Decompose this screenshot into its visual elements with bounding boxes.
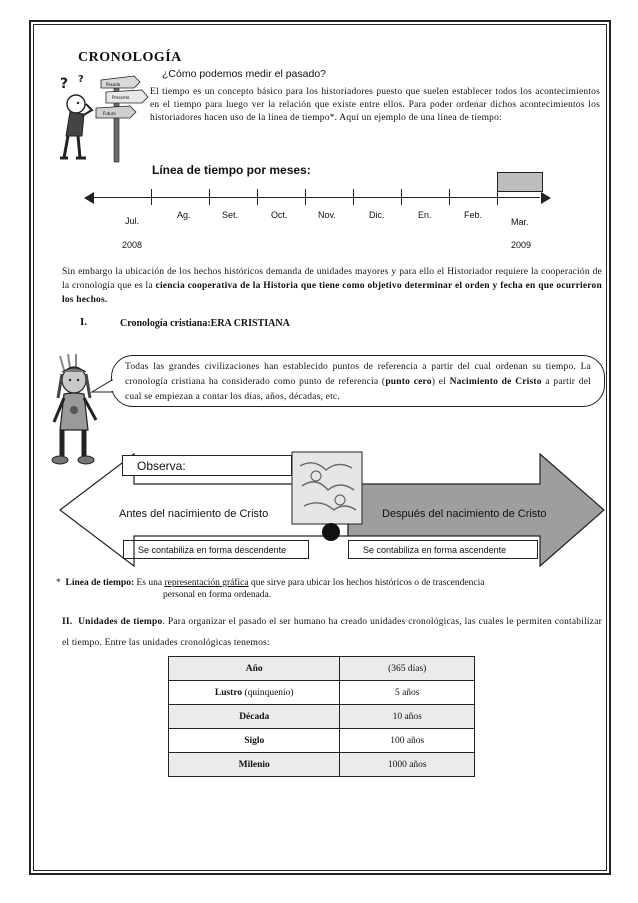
section-title: Cronología cristiana:ERA CRISTIANA: [120, 318, 290, 329]
timeline-title: Línea de tiempo por meses:: [152, 163, 311, 177]
timeline-tick: [449, 189, 450, 205]
descending-count-label: Se contabiliza en forma descendente: [123, 540, 309, 559]
speech-bubble-text: [125, 360, 591, 405]
timeline-highlight-box: [497, 172, 543, 192]
unit-name-cell: [169, 729, 340, 753]
unit-name: Siglo: [244, 735, 265, 746]
unit-name-cell: [169, 705, 340, 729]
table-row: [169, 681, 475, 705]
chronology-paragraph: [62, 265, 602, 307]
signpost-label: Presente: [112, 95, 130, 100]
unit-name: Milenio: [238, 759, 270, 770]
section-text: . Para organizar el pasado el ser humano ha creado unidades cronológicas, las cuales le permiten contabilizar el tiempo. Entre las unidades cronológicas tenemos:: [62, 617, 602, 648]
units-paragraph: [62, 612, 602, 654]
timeline-month-label: Feb.: [464, 210, 483, 220]
timeline-tick: [209, 189, 210, 205]
unit-value-cell: 100 años: [340, 729, 475, 753]
table-row: [169, 705, 475, 729]
bubble-bold-part: Nacimiento de Cristo: [449, 377, 542, 387]
bubble-bold-part: punto cero: [385, 377, 432, 387]
timeline-arrow-right-icon: [541, 192, 551, 204]
timeline-month-label: Dic.: [369, 210, 385, 220]
unit-value-cell: 1000 años: [340, 753, 475, 777]
timeline-tick: [257, 189, 258, 205]
timeline-tick: [353, 189, 354, 205]
timeline-arrow-left-icon: [84, 192, 94, 204]
section-number: II.: [62, 617, 73, 627]
unit-name-cell: [169, 681, 340, 705]
signpost-label: Futuro: [103, 111, 116, 116]
intro-paragraph: El tiempo es un concepto básico para los historiadores puesto que suelen establecer todos los acontecimientos en el tiempo para luego ver la relación que existe entre ellos. Para poder ordenar dichos acontecimientos los historiadores hacen uso de la línea de tiempo*. Aquí un ejemplo de una línea de tiempo:: [150, 87, 600, 123]
timeline-month-label: Nov.: [318, 210, 336, 220]
ascending-count-label: Se contabiliza en forma ascendente: [348, 540, 538, 559]
definition-text: que sirve para ubicar los hechos históricos o de trascendencia: [248, 578, 485, 588]
definition-star: *: [56, 578, 61, 588]
bubble-text-part: a partir del cual se empiezan a contar los días, años, décadas, etc.: [125, 377, 591, 402]
timeline-year-end: 2009: [511, 240, 532, 250]
timeline-month-label: Ag.: [177, 210, 191, 220]
unit-name-cell: [169, 753, 340, 777]
definition-term: Línea de tiempo:: [65, 578, 135, 588]
unit-value-cell: (365 días): [340, 657, 475, 681]
definition-continuation: personal en forma ordenada.: [163, 590, 272, 600]
timeline-month-label: Jul.: [125, 216, 140, 226]
timeline-axis: [92, 197, 540, 198]
thinking-man-signpost-illustration: [56, 70, 152, 164]
paragraph-bold: ciencia cooperativa de la Historia que tiene como objetivo determinar el orden y fecha en que ocurrieron los hechos.: [62, 281, 602, 305]
definition-underlined: representación gráfica: [164, 578, 249, 588]
unit-name: Año: [245, 663, 263, 674]
unit-value-cell: 5 años: [340, 681, 475, 705]
time-units-table: [168, 656, 475, 777]
table-row: [169, 753, 475, 777]
page-title: CRONOLOGÍA: [78, 50, 182, 65]
unit-name-cell: [169, 657, 340, 681]
timeline-tick: [151, 189, 152, 205]
timeline-tick: [305, 189, 306, 205]
svg-text:?: ?: [78, 74, 84, 85]
unit-name: Lustro: [214, 687, 243, 698]
paragraph-text: Sin embargo la ubicación de los hechos históricos demanda de unidades mayores y para ello el Historiador requiere la cooperación de la cronología que es la: [62, 267, 602, 291]
timeline-tick: [401, 189, 402, 205]
intro-question: ¿Cómo podemos medir el pasado?: [162, 68, 327, 80]
bubble-text-part: ) el: [431, 377, 450, 387]
unit-value-cell: 10 años: [340, 705, 475, 729]
timeline-tick: [497, 189, 498, 205]
timeline-definition: [56, 576, 604, 590]
speech-bubble-tail-icon: [90, 378, 114, 400]
after-christ-label: Después del nacimiento de Cristo: [382, 508, 547, 520]
observe-label: Observa:: [122, 455, 292, 476]
bubble-text-part: Todas las grandes civilizaciones han establecido puntos de referencia a partir del cual ordenan su tiempo. La cronología cristiana ha considerado como punto de referencia (: [125, 362, 591, 387]
timeline-month-label: Set.: [222, 210, 239, 220]
table-row: [169, 657, 475, 681]
definition-text: Es una: [134, 578, 165, 588]
svg-text:?: ?: [60, 76, 69, 92]
section-number: I.: [80, 316, 88, 328]
signpost-label: Pasado: [106, 82, 121, 87]
section-title: Unidades de tiempo: [78, 617, 163, 627]
table-row: [169, 729, 475, 753]
unit-name: Década: [239, 711, 270, 722]
unit-note: (quinquenio): [242, 687, 294, 698]
timeline-year-start: 2008: [122, 240, 143, 250]
timeline-month-label: Mar.: [511, 217, 529, 227]
zero-point-dot: [322, 523, 340, 541]
before-christ-label: Antes del nacimiento de Cristo: [119, 508, 269, 520]
timeline-month-label: Oct.: [271, 210, 288, 220]
timeline-month-label: En.: [418, 210, 432, 220]
